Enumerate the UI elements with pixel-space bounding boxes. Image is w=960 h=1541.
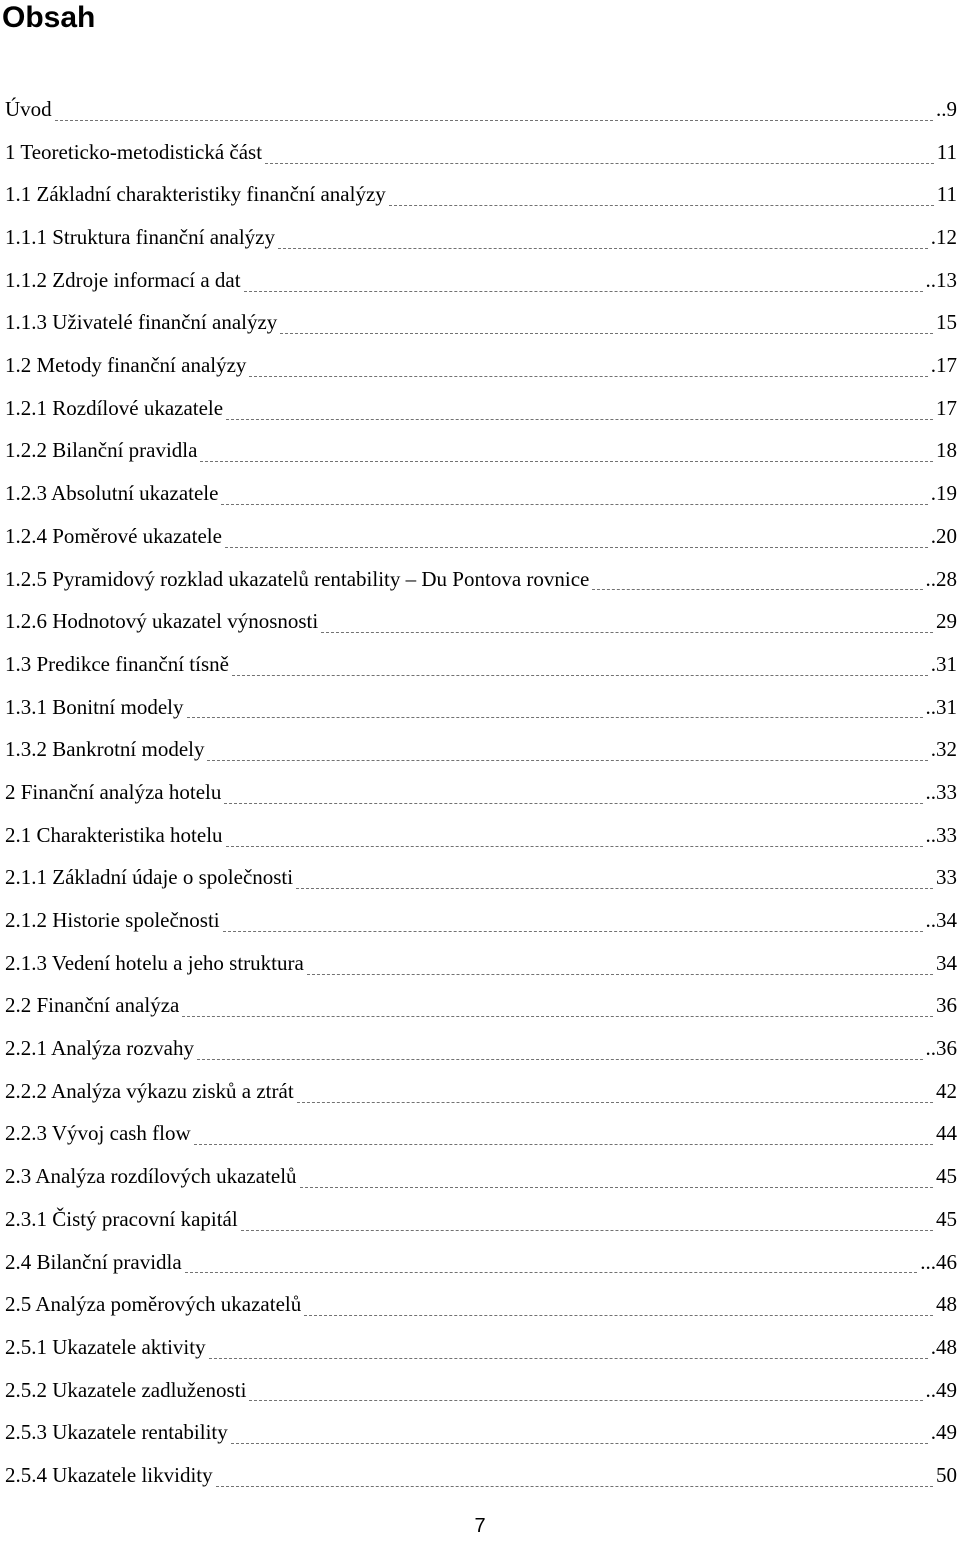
toc-entry[interactable] [5, 1113, 957, 1156]
toc-entry-page: ..13 [925, 267, 957, 292]
toc-entry[interactable] [5, 558, 957, 601]
toc-entry-page: ...46 [920, 1249, 957, 1274]
toc-entry-page: ..49 [925, 1377, 957, 1402]
toc-entry-page: 45 [936, 1206, 957, 1231]
toc-entry-title: 1.2.6 Hodnotový ukazatel výnosnosti [5, 609, 319, 634]
toc-entry-title: 2.3 Analýza rozdílových ukazatelů [5, 1164, 297, 1189]
toc-entry[interactable] [5, 1369, 957, 1412]
toc-entry[interactable] [5, 899, 957, 942]
toc-entry[interactable] [5, 1454, 957, 1497]
toc-entry-title: Úvod [5, 96, 52, 121]
toc-entry-title: 2.2.1 Analýza rozvahy [5, 1036, 194, 1061]
toc-entry[interactable] [5, 984, 957, 1027]
toc-dot-leader [278, 234, 928, 249]
toc-entry[interactable] [5, 814, 957, 857]
toc-entry-page: 48 [936, 1292, 957, 1317]
toc-entry-page: .12 [930, 225, 957, 250]
toc-entry-page: .49 [930, 1420, 957, 1445]
toc-entry[interactable] [5, 173, 957, 216]
toc-entry-page: ..28 [925, 566, 957, 591]
toc-entry-page: ..31 [925, 694, 957, 719]
toc-entry[interactable] [5, 771, 957, 814]
toc-entry[interactable] [5, 430, 957, 473]
toc-dot-leader [209, 1344, 928, 1359]
toc-entry-page: 17 [936, 395, 957, 420]
toc-entry[interactable] [5, 216, 957, 259]
toc-dot-leader [224, 789, 922, 804]
toc-dot-leader [187, 703, 923, 718]
toc-entry-title: 1.3 Predikce finanční tísně [5, 651, 229, 676]
toc-entry-page: ..33 [925, 822, 957, 847]
toc-dot-leader [197, 1045, 923, 1060]
toc-entry-page: 33 [936, 865, 957, 890]
toc-dot-leader [304, 1301, 933, 1316]
toc-dot-leader [389, 191, 934, 206]
toc-dot-leader [300, 1173, 933, 1188]
toc-entry[interactable] [5, 1241, 957, 1284]
toc-entry[interactable] [5, 1283, 957, 1326]
toc-entry-title: 1.1.2 Zdroje informací a dat [5, 267, 241, 292]
toc-entry-title: 2.5.4 Ukazatele likvidity [5, 1462, 213, 1487]
toc-entry[interactable] [5, 387, 957, 430]
toc-dot-leader [244, 277, 923, 292]
toc-dot-leader [321, 618, 933, 633]
toc-entry-page: .31 [930, 651, 957, 676]
toc-entry-page: .20 [930, 523, 957, 548]
toc-entry-title: 1 Teoreticko-metodistická část [5, 139, 263, 164]
toc-dot-leader [223, 917, 923, 932]
toc-entry[interactable] [5, 1411, 957, 1454]
toc-entry-title: 1.2 Metody finanční analýzy [5, 353, 247, 378]
toc-entry-title: 2.4 Bilanční pravidla [5, 1249, 182, 1274]
toc-entry-page: 11 [936, 139, 957, 164]
toc-dot-leader [296, 874, 933, 889]
toc-entry-title: 1.1.1 Struktura finanční analýzy [5, 225, 276, 250]
toc-dot-leader [55, 106, 933, 121]
toc-entry-title: 1.1.3 Uživatelé finanční analýzy [5, 310, 278, 335]
toc-entry-page: ..34 [925, 908, 957, 933]
toc-entry-page: 15 [936, 310, 957, 335]
toc-entry-title: 1.3.1 Bonitní modely [5, 694, 184, 719]
toc-entry-title: 2.1.3 Vedení hotelu a jeho struktura [5, 950, 304, 975]
toc-entry[interactable] [5, 88, 957, 131]
toc-entry[interactable] [5, 259, 957, 302]
toc-entry[interactable] [5, 1027, 957, 1070]
toc-dot-leader [592, 575, 922, 590]
toc-dot-leader [297, 1088, 933, 1103]
toc-entry-page: .48 [930, 1334, 957, 1359]
toc-entry[interactable] [5, 131, 957, 174]
table-of-contents [5, 88, 957, 1497]
toc-dot-leader [216, 1472, 933, 1487]
toc-entry-title: 2.2.3 Vývoj cash flow [5, 1121, 191, 1146]
toc-entry[interactable] [5, 344, 957, 387]
toc-dot-leader [207, 746, 927, 761]
toc-entry[interactable] [5, 686, 957, 729]
toc-entry-page: .17 [930, 353, 957, 378]
page-title: Obsah [2, 1, 96, 34]
toc-entry-title: 2.5 Analýza poměrových ukazatelů [5, 1292, 302, 1317]
toc-entry[interactable] [5, 472, 957, 515]
toc-entry-page: ..9 [936, 96, 957, 121]
toc-entry-title: 2.5.3 Ukazatele rentability [5, 1420, 228, 1445]
toc-entry[interactable] [5, 856, 957, 899]
toc-dot-leader [265, 149, 934, 164]
toc-entry[interactable] [5, 600, 957, 643]
toc-dot-leader [226, 405, 933, 420]
toc-entry-page: 36 [936, 993, 957, 1018]
toc-entry[interactable] [5, 1070, 957, 1113]
toc-entry-title: 2.1.1 Základní údaje o společnosti [5, 865, 294, 890]
toc-entry[interactable] [5, 1155, 957, 1198]
toc-entry[interactable] [5, 301, 957, 344]
toc-dot-leader [241, 1216, 933, 1231]
toc-dot-leader [249, 1386, 922, 1401]
toc-entry[interactable] [5, 728, 957, 771]
toc-dot-leader [226, 832, 923, 847]
toc-entry-page: 18 [936, 438, 957, 463]
toc-entry-title: 1.2.2 Bilanční pravidla [5, 438, 198, 463]
toc-dot-leader [307, 960, 933, 975]
toc-entry-title: 2 Finanční analýza hotelu [5, 779, 222, 804]
toc-dot-leader [182, 1002, 933, 1017]
toc-entry[interactable] [5, 942, 957, 985]
toc-entry-title: 1.2.5 Pyramidový rozklad ukazatelů rentability – Du Pontova rovnice [5, 566, 590, 591]
toc-entry[interactable] [5, 643, 957, 686]
toc-entry-title: 1.2.1 Rozdílové ukazatele [5, 395, 224, 420]
toc-dot-leader [249, 362, 927, 377]
toc-entry[interactable] [5, 1198, 957, 1241]
toc-entry-page: .19 [930, 481, 957, 506]
toc-dot-leader [232, 661, 928, 676]
toc-dot-leader [225, 533, 928, 548]
toc-entry-page: 42 [936, 1078, 957, 1103]
toc-entry-page: ..36 [925, 1036, 957, 1061]
toc-entry[interactable] [5, 515, 957, 558]
toc-entry-page: 45 [936, 1164, 957, 1189]
toc-entry-title: 2.1.2 Historie společnosti [5, 908, 220, 933]
toc-dot-leader [185, 1258, 918, 1273]
page-number: 7 [474, 1515, 486, 1537]
toc-entry-page: 50 [936, 1462, 957, 1487]
toc-entry-page: 44 [936, 1121, 957, 1146]
toc-entry-title: 2.3.1 Čistý pracovní kapitál [5, 1206, 238, 1231]
toc-entry[interactable] [5, 1326, 957, 1369]
toc-entry-page: .32 [930, 737, 957, 762]
toc-entry-title: 1.1 Základní charakteristiky finanční analýzy [5, 182, 386, 207]
toc-entry-page: 34 [936, 950, 957, 975]
toc-entry-page: ..33 [925, 779, 957, 804]
toc-dot-leader [194, 1130, 933, 1145]
toc-entry-title: 1.3.2 Bankrotní modely [5, 737, 205, 762]
toc-dot-leader [221, 490, 927, 505]
toc-dot-leader [280, 319, 933, 334]
toc-entry-page: 29 [936, 609, 957, 634]
toc-dot-leader [231, 1429, 928, 1444]
toc-entry-title: 2.2.2 Analýza výkazu zisků a ztrát [5, 1078, 294, 1103]
toc-entry-title: 2.2 Finanční analýza [5, 993, 180, 1018]
toc-dot-leader [200, 447, 933, 462]
toc-entry-title: 1.2.3 Absolutní ukazatele [5, 481, 219, 506]
toc-entry-title: 2.5.2 Ukazatele zadluženosti [5, 1377, 247, 1402]
toc-entry-title: 2.1 Charakteristika hotelu [5, 822, 223, 847]
toc-entry-title: 2.5.1 Ukazatele aktivity [5, 1334, 206, 1359]
toc-entry-title: 1.2.4 Poměrové ukazatele [5, 523, 222, 548]
toc-entry-page: 11 [936, 182, 957, 207]
